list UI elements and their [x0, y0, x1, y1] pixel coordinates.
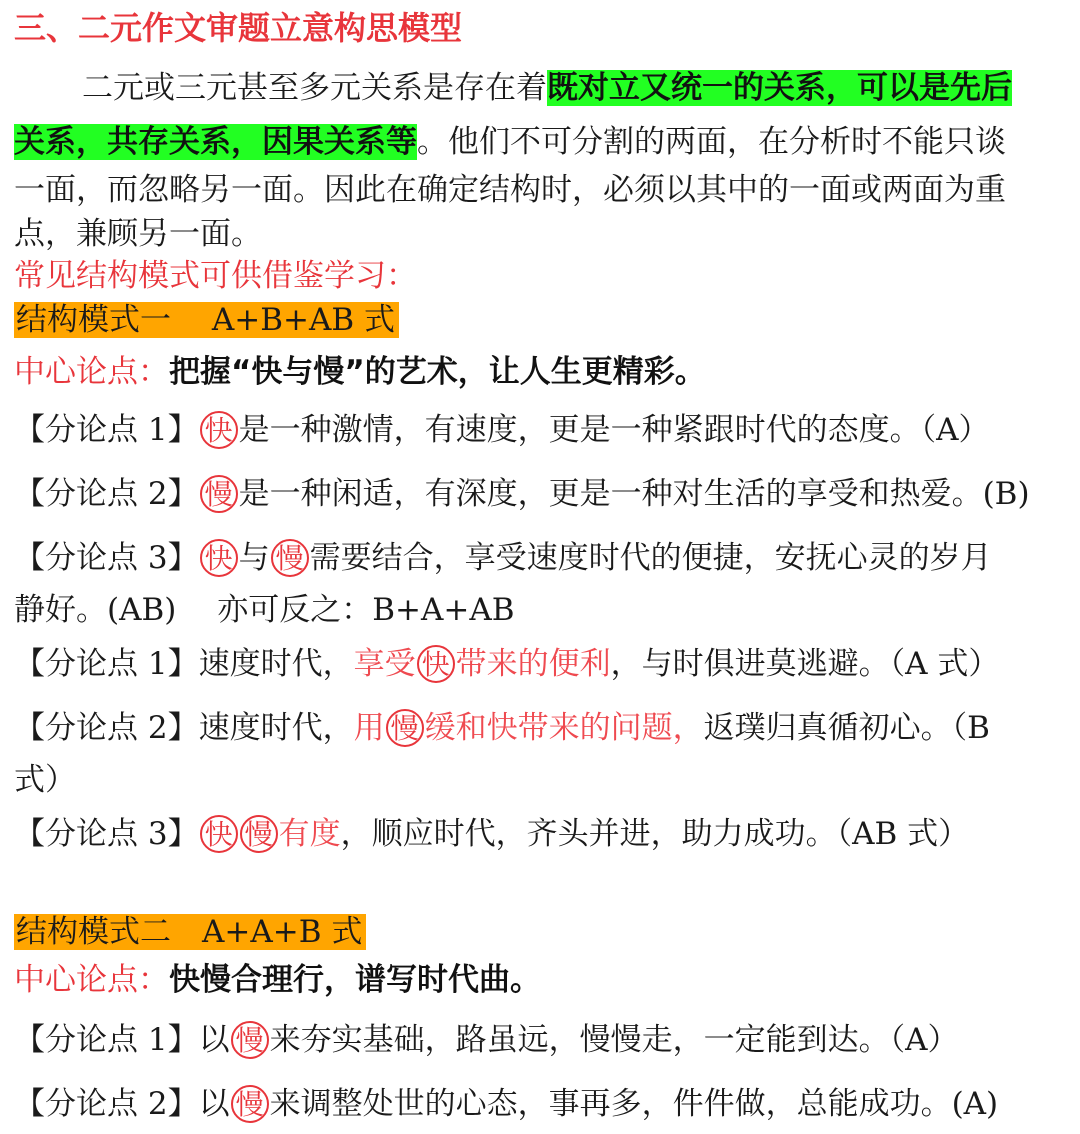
- slow-circle-icon: 慢: [231, 1021, 269, 1059]
- fast-circle-icon: 快: [200, 411, 238, 449]
- point-text: ，顺应时代，齐头并进，助力成功。（AB 式）: [340, 816, 970, 852]
- mode1-center-thesis: [14, 352, 706, 392]
- intro-line-1: [82, 68, 1012, 108]
- slow-circle-icon: 慢: [386, 709, 424, 747]
- mode2-point-2: [14, 1084, 998, 1125]
- point-text: 速度时代，: [198, 646, 354, 682]
- red-text: 用: [353, 710, 385, 746]
- center-label: 中心论点：: [14, 354, 169, 390]
- mode1-reverse-point-3: [14, 814, 969, 855]
- slow-circle-icon: 慢: [231, 1085, 269, 1123]
- intro-text: 。他们不可分割的两面，在分析时不能只谈: [417, 124, 1006, 160]
- point-prefix: 【分论点 1】: [14, 646, 199, 682]
- point-text: 来夯实基础，路虽远，慢慢走，一定能到达。（A）: [269, 1022, 959, 1058]
- point-prefix: 【分论点 1】以: [14, 1022, 230, 1058]
- point-prefix: 【分论点 2】以: [14, 1086, 230, 1122]
- mode1-reverse-point-2: [14, 708, 990, 749]
- mode1-point-2: [14, 474, 1030, 515]
- point-prefix: 【分论点 2】: [14, 710, 199, 746]
- fast-circle-icon: 快: [200, 815, 238, 853]
- point-text: 速度时代，: [198, 710, 354, 746]
- point-text: 与: [238, 540, 270, 576]
- fast-circle-icon: 快: [417, 645, 455, 683]
- mode1-label: 结构模式一 A+B+AB 式: [14, 302, 399, 338]
- slow-circle-icon: 慢: [271, 539, 309, 577]
- center-text: 把握“快与慢”的艺术，让人生更精彩。: [169, 354, 706, 390]
- mode1-label-row: [14, 300, 399, 340]
- highlight-green: 关系，共存关系，因果关系等: [14, 124, 417, 160]
- mode1-point-3-cont: 静好。(AB) 亦可反之：B+A+AB: [14, 592, 515, 628]
- highlight-green: 既对立又统一的关系，可以是先后: [547, 70, 1012, 106]
- point-text: 来调整处世的心态，事再多，件件做，总能成功。(A): [269, 1086, 999, 1122]
- mode2-point-1: [14, 1020, 958, 1061]
- mode1-point-3: [14, 538, 992, 579]
- mode2-label: 结构模式二 A+A+B 式: [14, 914, 366, 950]
- point-text: ，与时俱进莫逃避。（A 式）: [610, 646, 1000, 682]
- slow-circle-icon: 慢: [240, 815, 278, 853]
- red-text: 缓和快带来的问题，: [424, 710, 704, 746]
- intro-text: 二元或三元甚至多元关系是存在着: [82, 70, 547, 106]
- red-text: 有度: [278, 816, 341, 852]
- page-title: 三、二元作文审题立意构思模型: [14, 9, 463, 47]
- point-text: 是一种激情，有速度，更是一种紧跟时代的态度。（A）: [238, 412, 990, 448]
- mode2-label-row: [14, 912, 366, 952]
- red-text: 享受: [353, 646, 416, 682]
- intro-line-3: 一面，而忽略另一面。因此在确定结构时，必须以其中的一面或两面为重: [14, 172, 1006, 208]
- slow-circle-icon: 慢: [200, 475, 238, 513]
- point-prefix: 【分论点 1】: [14, 412, 199, 448]
- point-prefix: 【分论点 3】: [14, 816, 199, 852]
- fast-circle-icon: 快: [200, 539, 238, 577]
- intro-line-2: [14, 122, 1006, 162]
- point-prefix: 【分论点 2】: [14, 476, 199, 512]
- point-prefix: 【分论点 3】: [14, 540, 199, 576]
- mode1-reverse-point-1: [14, 644, 999, 685]
- mode1-point-1: [14, 410, 989, 451]
- point-text: 是一种闲适，有深度，更是一种对生活的享受和热爱。(B): [238, 476, 1030, 512]
- point-text: 返璞归真循初心。（B: [703, 710, 990, 746]
- center-label: 中心论点：: [14, 962, 169, 998]
- common-structures-title: 常见结构模式可供借鉴学习：: [14, 258, 417, 294]
- red-text: 带来的便利: [455, 646, 611, 682]
- mode1-reverse-point-2-cont: 式）: [14, 762, 76, 798]
- center-text: 快慢合理行，谱写时代曲。: [169, 962, 541, 998]
- intro-line-4: 点，兼顾另一面。: [14, 216, 262, 252]
- point-text: 需要结合，享受速度时代的便捷，安抚心灵的岁月: [309, 540, 992, 576]
- mode2-center-thesis: [14, 960, 541, 1000]
